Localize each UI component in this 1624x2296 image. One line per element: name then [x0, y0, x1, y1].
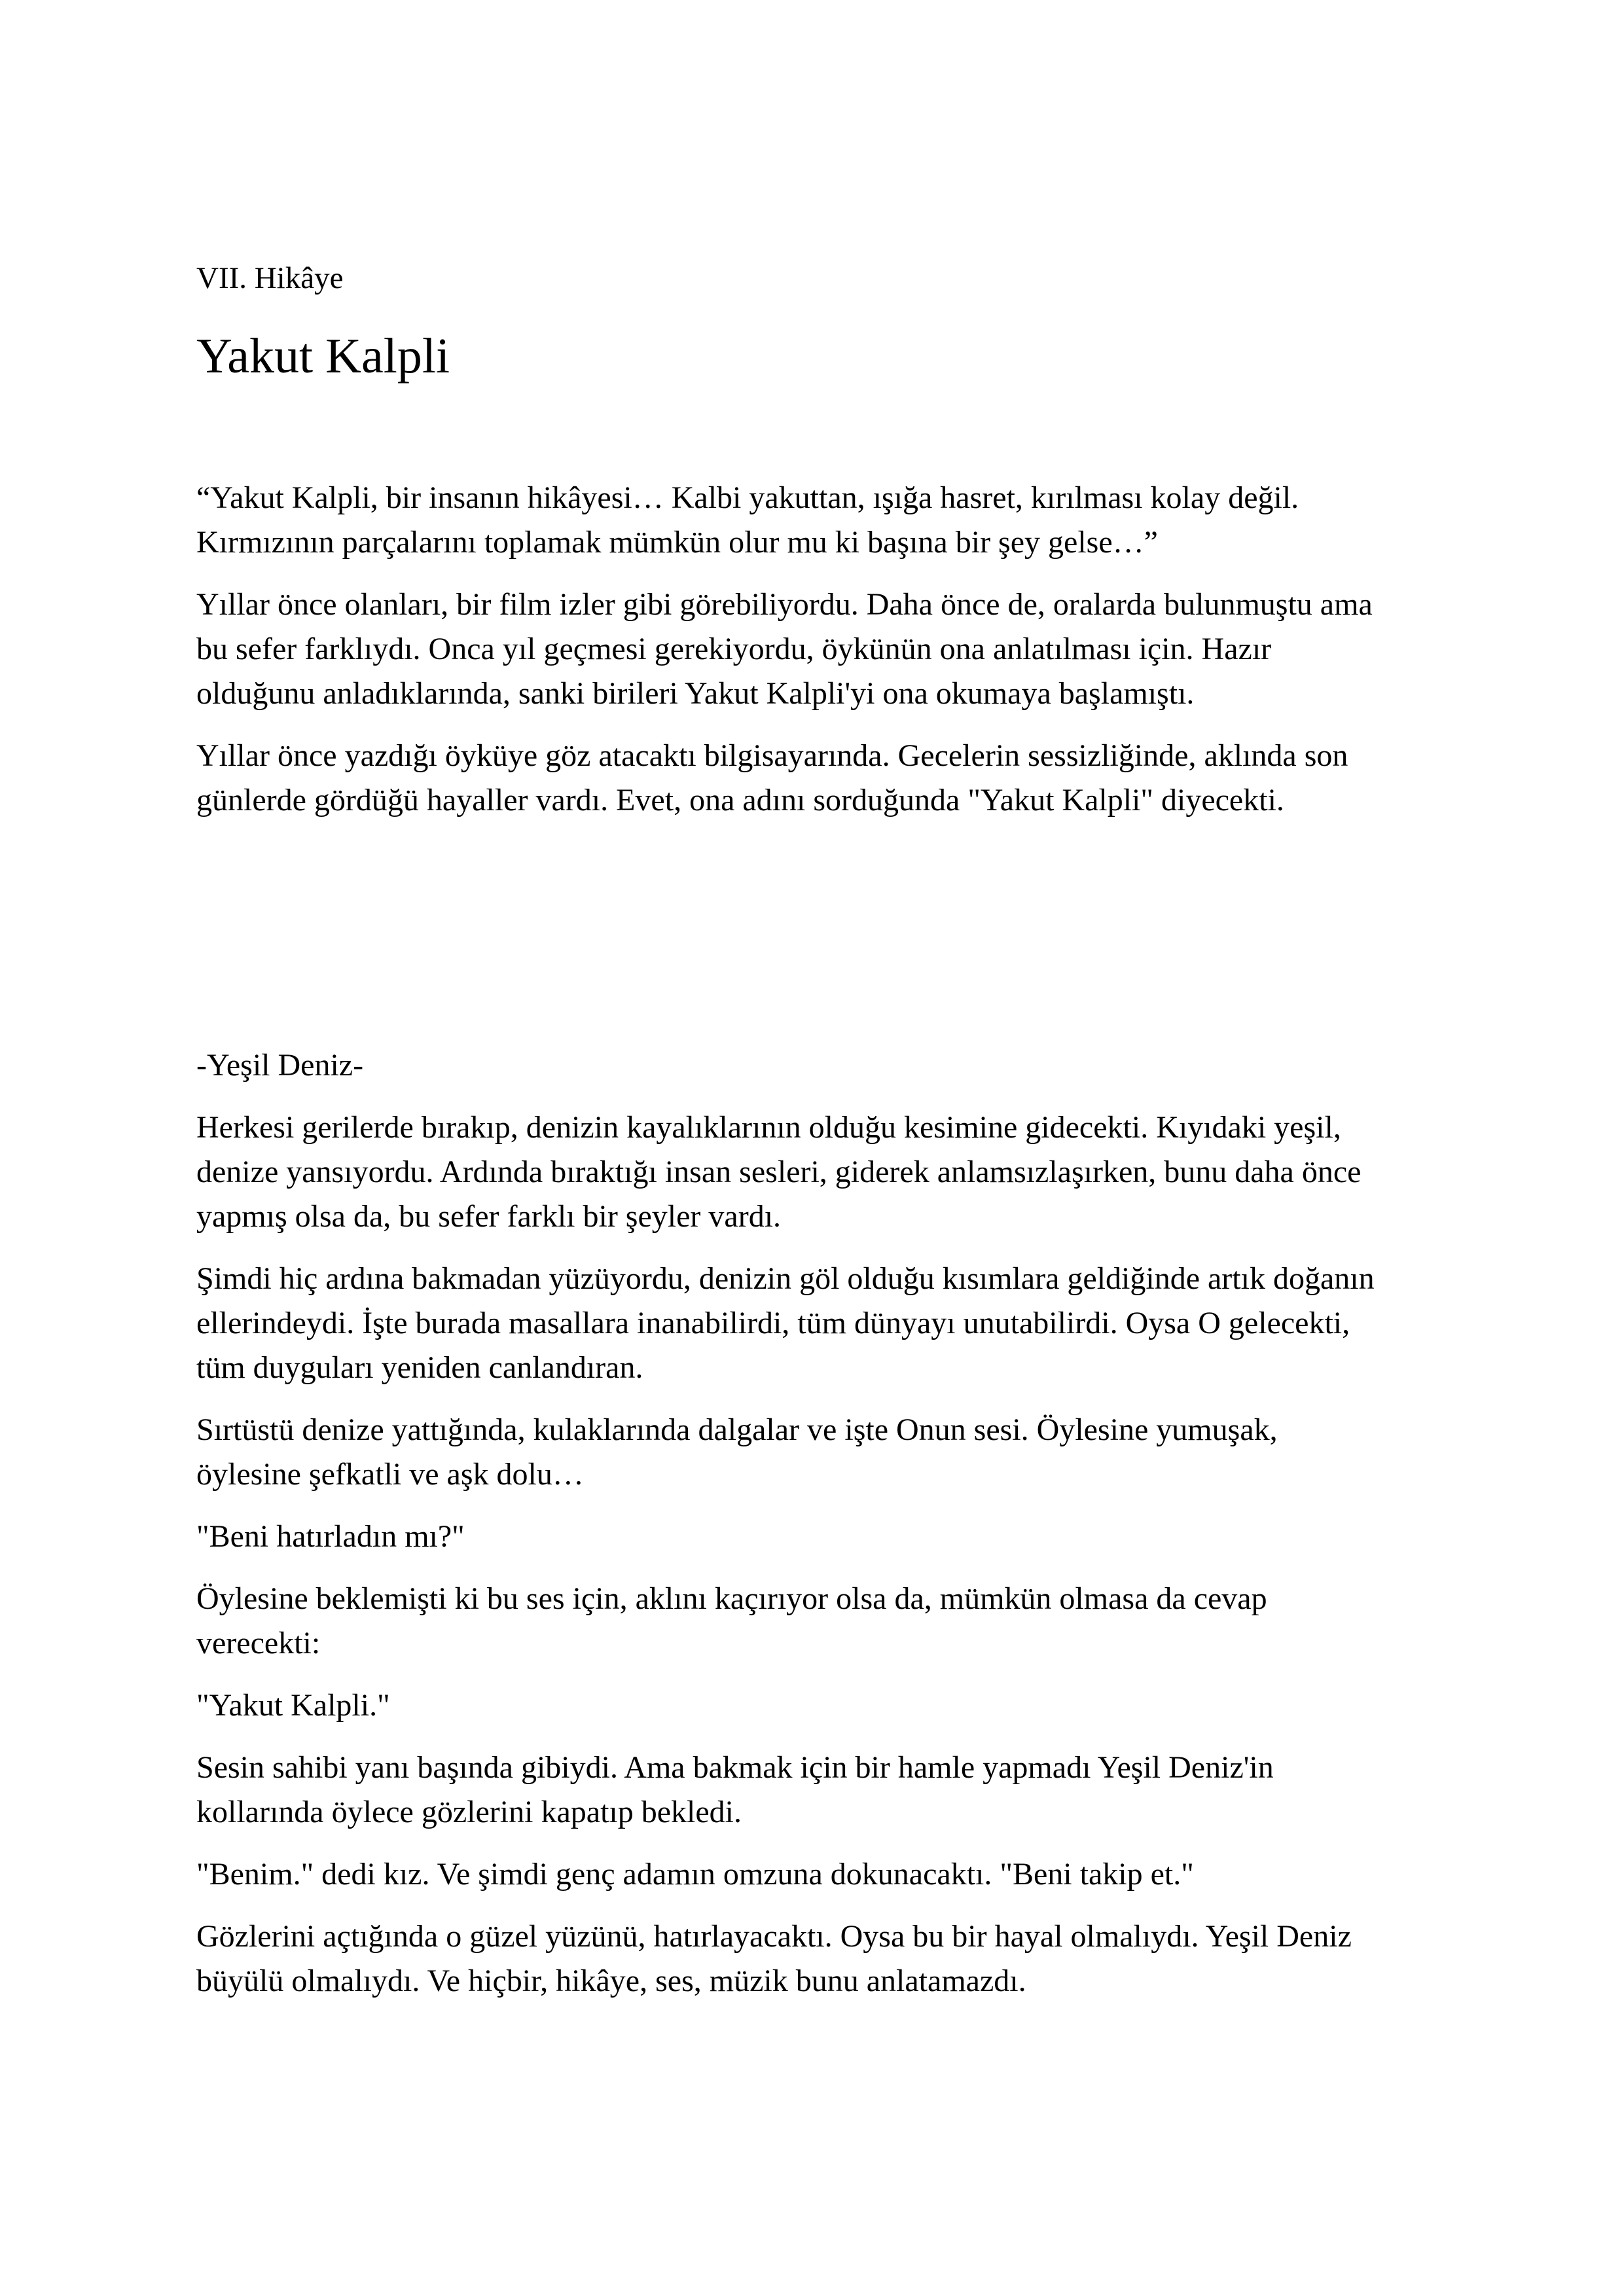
- intro-paragraph: [196, 583, 1453, 716]
- text-line: olduğunu anladıklarında, sanki birileri Yakut Kalpli'yi ona okumaya başlamıştı.: [196, 676, 1195, 711]
- intro-quote-paragraph: [196, 476, 1453, 565]
- text-line: Şimdi hiç ardına bakmadan yüzüyordu, denizin göl olduğu kısımlara geldiğinde artık doğanın: [196, 1261, 1375, 1296]
- text-line: bu sefer farklıydı. Onca yıl geçmesi gerekiyordu, öykünün ona anlatılması için. Hazır: [196, 632, 1272, 666]
- page-content: [196, 259, 1453, 2003]
- text-line: yapmış olsa da, bu sefer farklı bir şeyler vardı.: [196, 1199, 782, 1234]
- text-line: denize yansıyordu. Ardında bıraktığı insan sesleri, giderek anlamsızlaşırken, bunu daha önce: [196, 1155, 1362, 1189]
- section-paragraph: [196, 1408, 1453, 1497]
- text-line: Kırmızının parçalarını toplamak mümkün olur mu ki başına bir şey gelse…”: [196, 525, 1158, 560]
- story-title: Yakut Kalpli: [196, 329, 450, 384]
- text-line: "Yakut Kalpli.": [196, 1688, 390, 1723]
- text-line: günlerde gördüğü hayaller vardı. Evet, ona adını sorduğunda "Yakut Kalpli" diyecekti.: [196, 783, 1284, 817]
- section-paragraph: [196, 1577, 1453, 1666]
- section-paragraph: [196, 1257, 1453, 1390]
- text-line: Öylesine beklemişti ki bu ses için, aklını kaçırıyor olsa da, mümkün olmasa da cevap: [196, 1581, 1267, 1616]
- section-paragraph: [196, 1105, 1453, 1239]
- text-line: kollarında öylece gözlerini kapatıp bekledi.: [196, 1795, 742, 1829]
- section-paragraph: [196, 1746, 1453, 1835]
- text-line: Sırtüstü denize yattığında, kulaklarında dalgalar ve işte Onun sesi. Öylesine yumuşak,: [196, 1412, 1278, 1447]
- text-line: tüm duyguları yeniden canlandıran.: [196, 1350, 643, 1385]
- intro-paragraph: [196, 734, 1453, 823]
- dialogue-paragraph: [196, 1515, 1453, 1559]
- text-line: Sesin sahibi yanı başında gibiydi. Ama bakmak için bir hamle yapmadı Yeşil Deniz'in: [196, 1750, 1274, 1785]
- text-line: ellerindeydi. İşte burada masallara inanabilirdi, tüm dünyayı unutabilirdi. Oysa O gelecekti,: [196, 1306, 1350, 1340]
- dialogue-paragraph: [196, 1683, 1453, 1728]
- text-line: büyülü olmalıydı. Ve hiçbir, hikâye, ses, müzik bunu anlatamazdı.: [196, 1964, 1026, 1998]
- text-line: Yıllar önce yazdığı öyküye göz atacaktı bilgisayarında. Gecelerin sessizliğinde, aklında son: [196, 738, 1348, 773]
- text-line: Yıllar önce olanları, bir film izler gibi görebiliyordu. Daha önce de, oralarda bulunmuştu ama: [196, 587, 1373, 622]
- chapter-label: VII. Hikâye: [196, 261, 344, 295]
- section-heading: -Yeşil Deniz-: [196, 1048, 364, 1083]
- text-line: "Beni hatırladın mı?": [196, 1519, 465, 1554]
- text-line: "Benim." dedi kız. Ve şimdi genç adamın omzuna dokunacaktı. "Beni takip et.": [196, 1857, 1194, 1892]
- text-line: Herkesi gerilerde bırakıp, denizin kayalıklarının olduğu kesimine gidecekti. Kıyıdaki yeşil,: [196, 1110, 1341, 1145]
- text-line: Gözlerini açtığında o güzel yüzünü, hatırlayacaktı. Oysa bu bir hayal olmalıydı. Yeşil Deniz: [196, 1919, 1352, 1954]
- text-line: verecekti:: [196, 1626, 321, 1660]
- section-paragraph: [196, 1914, 1453, 2003]
- dialogue-paragraph: [196, 1852, 1453, 1897]
- text-line: “Yakut Kalpli, bir insanın hikâyesi… Kalbi yakuttan, ışığa hasret, kırılması kolay değil.: [196, 480, 1299, 515]
- text-line: öylesine şefkatli ve aşk dolu…: [196, 1457, 584, 1492]
